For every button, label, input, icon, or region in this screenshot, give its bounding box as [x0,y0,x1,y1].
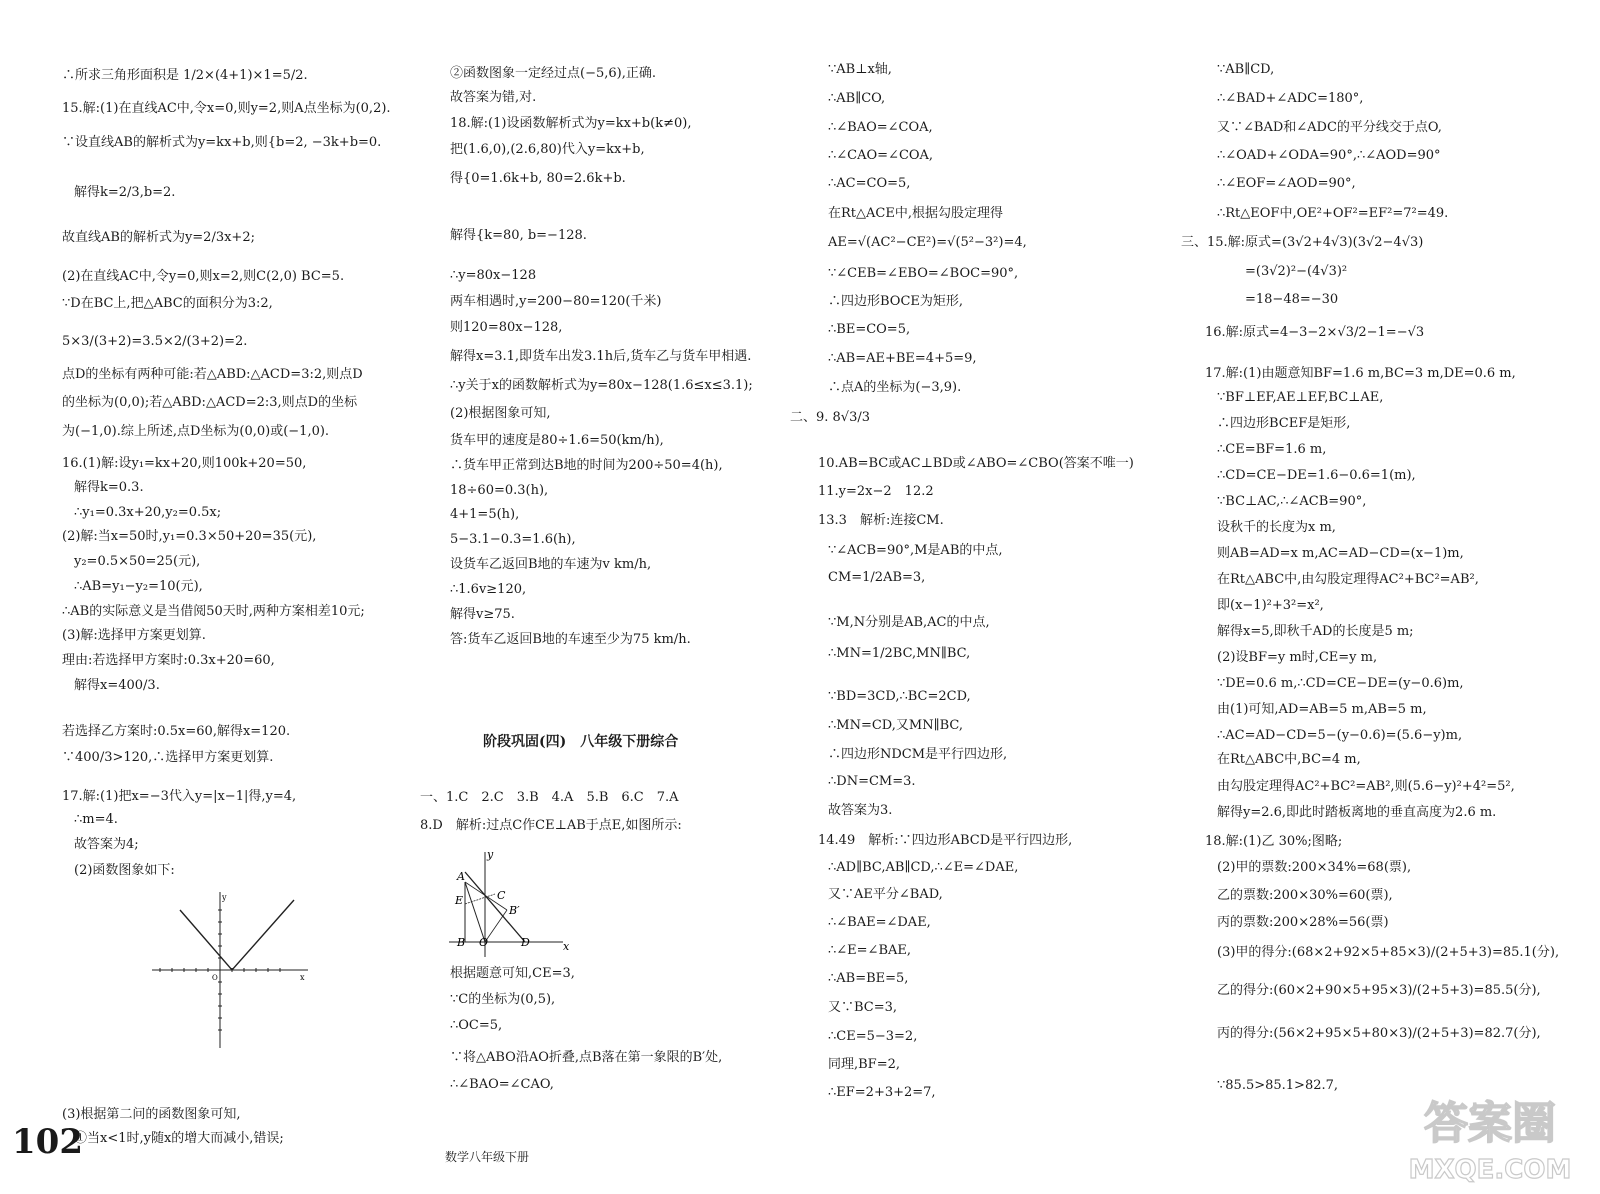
text-line: 三、15.解:原式=(3√2+4√3)(3√2−4√3) [1181,235,1424,250]
text-line: ∵AB∥CD, [1217,62,1275,77]
text-line: 若选择乙方案时:0.5x=60,解得x=120. [62,724,291,739]
text-line: 解得y=2.6,即此时踏板离地的垂直高度为2.6 m. [1217,805,1497,820]
text-line: 在Rt△ABC中,由勾股定理得AC²+BC²=AB², [1217,572,1479,587]
text-line: ①当x<1时,y随x的增大而减小,错误; [74,1131,284,1146]
text-line: 15.解:(1)在直线AC中,令x=0,则y=2,则A点坐标为(0,2). [62,101,391,116]
text-line: ∴CE=5−3=2, [828,1029,918,1044]
text-line: ∵D在BC上,把△ABC的面积分为3:2, [62,296,273,311]
text-line: ∴m=4. [74,812,118,827]
text-line: ∴四边形BCEF是矩形, [1217,416,1351,431]
text-line: ∴点A的坐标为(−3,9). [828,380,962,395]
text-line: 在Rt△ACE中,根据勾股定理得 [828,206,1003,221]
text-line: ∵BD=3CD,∴BC=2CD, [828,689,971,704]
watermark-line-2: MXQE.COM [1408,1155,1572,1185]
text-line: (2)根据图象可知, [450,406,551,421]
text-line: 解得k=2/3,b=2. [74,185,176,200]
text-line: ∵DE=0.6 m,∴CD=CE−DE=(y−0.6)m, [1217,676,1464,691]
text-line: 18.解:(1)设函数解析式为y=kx+b(k≠0), [450,116,692,131]
text-line: ∵400/3>120,∴选择甲方案更划算. [62,750,274,765]
text-line: ∴MN=1/2BC,MN∥BC, [828,646,971,661]
text-line: ∴AD∥BC,AB∥CD,∴∠E=∠DAE, [828,860,1019,875]
text-line: 设货车乙返回B地的车速为v km/h, [450,557,652,572]
text-line: (3)甲的得分:(68×2+92×5+85×3)/(2+5+3)=85.1(分), [1217,945,1560,960]
text-line: 17.解:(1)由题意知BF=1.6 m,BC=3 m,DE=0.6 m, [1205,366,1516,381]
text-line: ∵85.5>85.1>82.7, [1217,1078,1339,1093]
text-line: 一、1.C 2.C 3.B 4.A 5.B 6.C 7.A [420,790,679,805]
text-line: ∴∠EOF=∠AOD=90°, [1217,176,1356,191]
text-line: ∴AB的实际意义是当借阅50天时,两种方案相差10元; [62,604,365,619]
text-line: 货车甲的速度是80÷1.6=50(km/h), [450,433,664,448]
text-line: (2)解:当x=50时,y₁=0.3×50+20=35(元), [62,529,317,544]
text-line: 14.49 解析:∵四边形ABCD是平行四边形, [818,833,1073,848]
text-line: ∴y₁=0.3x+20,y₂=0.5x; [74,505,222,520]
text-line: 故答案为4; [74,837,139,852]
geometry-figure [445,842,575,960]
text-line: 解得x=5,即秋千AD的长度是5 m; [1217,624,1414,639]
svg-text:x: x [300,973,305,982]
text-line: (2)设BF=y m时,CE=y m, [1217,650,1378,665]
text-line: 根据题意可知,CE=3, [450,966,575,981]
text-line: CM=1/2AB=3, [828,570,926,585]
text-line: ∴AB=AE+BE=4+5=9, [828,351,977,366]
footer-text: 数学八年级下册 [445,1150,530,1164]
text-line: 故答案为错,对. [450,90,537,105]
text-line: =(3√2)²−(4√3)² [1245,264,1348,279]
text-line: 理由:若选择甲方案时:0.3x+20=60, [62,653,275,668]
text-line: 18÷60=0.3(h), [450,483,549,498]
text-line: ∴EF=2+3+2=7, [828,1085,936,1100]
text-line: =18−48=−30 [1245,292,1339,307]
text-line: 由勾股定理得AC²+BC²=AB²,则(5.6−y)²+4²=5², [1217,779,1515,794]
text-line: ∴y关于x的函数解析式为y=80x−128(1.6≤x≤3.1); [450,378,753,393]
svg-text:B: B [457,936,466,949]
text-line: (2)甲的票数:200×34%=68(票), [1217,860,1412,875]
text-line: ∴四边形BOCE为矩形, [828,294,964,309]
svg-text:D: D [521,936,530,949]
text-line: ∵BC⊥AC,∴∠ACB=90°, [1217,494,1367,509]
text-line: ②函数图象一定经过点(−5,6),正确. [450,66,656,81]
text-line: 点D的坐标有两种可能:若△ABD:△ACD=3:2,则点D [62,367,363,382]
text-line: ∴AB=BE=5, [828,971,909,986]
text-line: 4+1=5(h), [450,507,520,522]
text-line: 两车相遇时,y=200−80=120(千米) [450,294,662,309]
text-line: ∴CD=CE−DE=1.6−0.6=1(m), [1217,468,1416,483]
text-line: ∴∠BAO=∠COA, [828,120,933,135]
text-line: 丙的得分:(56×2+95×5+80×3)/(2+5+3)=82.7(分), [1217,1026,1541,1041]
text-line: ∴∠BAO=∠CAO, [450,1077,554,1092]
text-line: (3)根据第二问的函数图象可知, [62,1107,241,1122]
text-line: ∴∠CAO=∠COA, [828,148,934,163]
text-line: 8.D 解析:过点C作CE⊥AB于点E,如图所示: [420,818,682,833]
text-line: 解得x=3.1,即货车出发3.1h后,货车乙与货车甲相遇. [450,349,752,364]
svg-text:O: O [212,974,218,982]
text-line: ∴1.6v≥120, [450,582,527,597]
text-line: 解得k=0.3. [74,480,144,495]
text-line: 17.解:(1)把x=−3代入y=|x−1|得,y=4, [62,789,297,804]
text-line: AE=√(AC²−CE²)=√(5²−3²)=4, [828,235,1027,250]
text-line: ∴OC=5, [450,1018,503,1033]
text-line: ∵设直线AB的解析式为y=kx+b,则{b=2, −3k+b=0. [62,135,382,150]
text-line: 的坐标为(0,0);若△ABD:△ACD=2:3,则点D的坐标 [62,395,358,410]
text-line: 乙的得分:(60×2+90×5+95×3)/(2+5+3)=85.5(分), [1217,983,1541,998]
section-title: 阶段巩固(四) 八年级下册综合 [483,734,679,750]
svg-text:y: y [487,848,494,861]
text-line: 得{0=1.6k+b, 80=2.6k+b. [450,171,626,186]
text-line: 13.3 解析:连接CM. [818,513,944,528]
text-line: ∵AB⊥x轴, [828,62,892,77]
text-line: 又∵BC=3, [828,1000,898,1015]
svg-text:x: x [563,940,570,953]
text-line: y₂=0.5×50=25(元), [74,554,201,569]
text-line: 则AB=AD=x m,AC=AD−CD=(x−1)m, [1217,546,1464,561]
svg-text:O: O [479,936,489,949]
text-line: 又∵AE平分∠BAD, [828,887,943,902]
watermark-logo [1390,1088,1590,1188]
text-line: ∴AC=CO=5, [828,176,911,191]
text-line: 丙的票数:200×28%=56(票) [1217,915,1389,930]
text-line: ∵∠ACB=90°,M是AB的中点, [828,543,1003,558]
svg-text:C: C [497,889,506,902]
text-line: 答:货车乙返回B地的车速至少为75 km/h. [450,632,691,647]
text-line: (2)在直线AC中,令y=0,则x=2,则C(2,0) BC=5. [62,269,345,284]
watermark-line-1: 答案圈 [1424,1098,1556,1149]
text-line: 解得{k=80, b=−128. [450,228,587,243]
text-line: ∴CE=BF=1.6 m, [1217,442,1327,457]
text-line: 为(−1,0).综上所述,点D坐标为(0,0)或(−1,0). [62,424,330,439]
text-line: 在Rt△ABC中,BC=4 m, [1217,752,1361,767]
text-line: 同理,BF=2, [828,1057,901,1072]
text-line: ∴AC=AD−CD=5−(y−0.6)=(5.6−y)m, [1217,728,1463,743]
function-graph-abs [150,890,310,1050]
text-line: ∵∠CEB=∠EBO=∠BOC=90°, [828,266,1019,281]
text-line: 二、9. 8√3/3 [790,410,871,425]
svg-text:B′: B′ [509,904,520,917]
text-line: 故直线AB的解析式为y=2/3x+2; [62,230,255,245]
text-line: ∵将△ABO沿AO折叠,点B落在第一象限的B′处, [450,1050,723,1065]
text-line: 故答案为3. [828,803,893,818]
text-line: 5×3/(3+2)=3.5×2/(3+2)=2. [62,334,248,349]
text-line: ∴Rt△EOF中,OE²+OF²=EF²=7²=49. [1217,206,1449,221]
text-line: ∴y=80x−128 [450,268,537,283]
text-line: ∴∠BAE=∠DAE, [828,915,931,930]
svg-text:A: A [457,870,465,883]
text-line: 10.AB=BC或AC⊥BD或∠ABO=∠CBO(答案不唯一) [818,456,1134,471]
text-line: ∵M,N分别是AB,AC的中点, [828,615,990,630]
text-line: ∵BF⊥EF,AE⊥EF,BC⊥AE, [1217,390,1384,405]
svg-text:y: y [222,893,227,902]
text-line: 11.y=2x−2 12.2 [818,484,934,499]
text-line: ∴BE=CO=5, [828,322,911,337]
text-line: ∴∠BAD+∠ADC=180°, [1217,91,1364,106]
text-line: ∴AB∥CO, [828,91,886,106]
page-number: 102 [12,1122,83,1162]
text-line: ∴所求三角形面积是 1/2×(4+1)×1=5/2. [62,68,308,83]
text-line: ∴AB=y₁−y₂=10(元), [74,579,203,594]
text-line: 16.解:原式=4−3−2×√3/2−1=−√3 [1205,325,1425,340]
text-line: 乙的票数:200×30%=60(票), [1217,888,1393,903]
text-line: ∴DN=CM=3. [828,774,916,789]
text-line: 5−3.1−0.3=1.6(h), [450,532,576,547]
text-line: 由(1)可知,AD=AB=5 m,AB=5 m, [1217,702,1427,717]
text-line: 解得x=400/3. [74,678,160,693]
text-line: 解得v≥75. [450,607,515,622]
text-line: ∴∠E=∠BAE, [828,943,912,958]
text-line: ∴∠OAD+∠ODA=90°,∴∠AOD=90° [1217,148,1441,163]
text-line: 18.解:(1)乙 30%;图略; [1205,834,1343,849]
text-line: 又∵∠BAD和∠ADC的平分线交于点O, [1217,120,1442,135]
text-line: 则120=80x−128, [450,320,563,335]
text-line: ∴四边形NDCM是平行四边形, [828,747,1008,762]
text-line: ∴货车甲正常到达B地的时间为200÷50=4(h), [450,458,723,473]
text-line: ∴MN=CD,又MN∥BC, [828,718,963,733]
text-line: 把(1.6,0),(2.6,80)代入y=kx+b, [450,142,645,157]
text-line: (3)解:选择甲方案更划算. [62,628,206,643]
svg-text:E: E [455,894,464,907]
text-line: ∵C的坐标为(0,5), [450,992,556,1007]
text-line: 即(x−1)²+3²=x², [1217,598,1324,613]
text-line: 16.(1)解:设y₁=kx+20,则100k+20=50, [62,456,307,471]
text-line: (2)函数图象如下: [74,863,175,878]
text-line: 设秋千的长度为x m, [1217,520,1336,535]
